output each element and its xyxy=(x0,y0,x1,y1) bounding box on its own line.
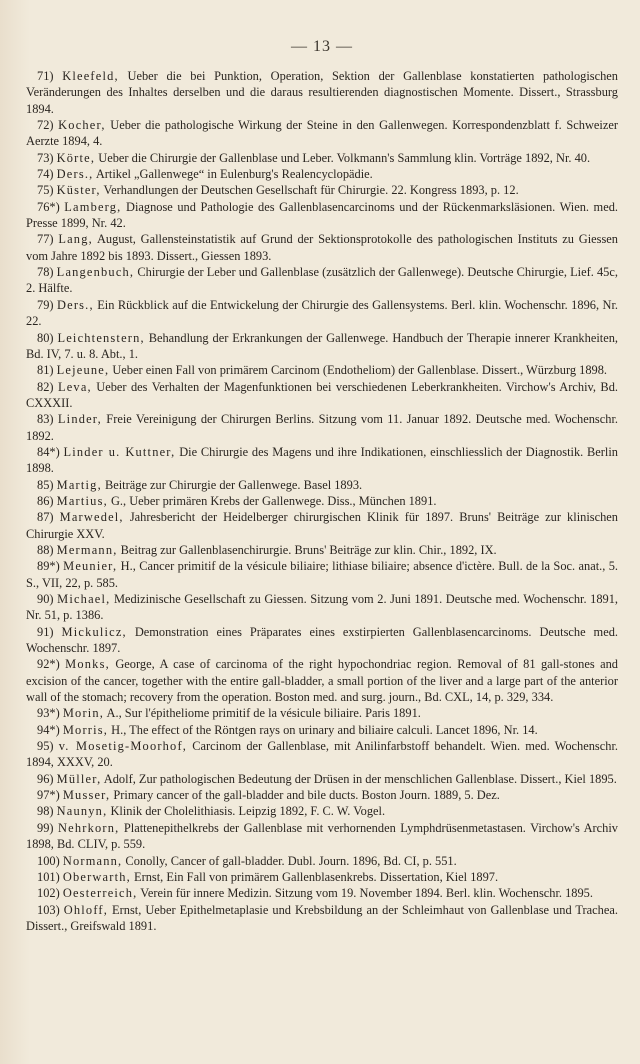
reference-entry xyxy=(26,738,618,771)
reference-number: 80) xyxy=(37,330,54,345)
reference-text: Verhandlungen der Deutschen Gesellschaft für Chirurgie. 22. Kongress 1893, p. 12. xyxy=(100,183,519,198)
reference-author: Leichtenstern, xyxy=(57,330,145,345)
reference-number: 85) xyxy=(37,477,54,492)
reference-entry xyxy=(26,771,618,787)
reference-number: 93*) xyxy=(37,706,60,721)
reference-author: Meunier, xyxy=(63,559,118,574)
reference-text: Demonstration eines Präparates eines exstirpierten Gallenblasencarcinoms. Deutsche med. Wochenschr. 1897. xyxy=(26,624,618,656)
reference-number: 90) xyxy=(37,592,54,606)
reference-author: Leva, xyxy=(57,379,92,394)
reference-entry xyxy=(26,297,618,330)
reference-text: Verein für innere Medizin. Sitzung vom 19. November 1894. Berl. klin. Wochenschr. 1895. xyxy=(137,886,593,901)
reference-entry xyxy=(26,853,618,869)
reference-author: Mermann, xyxy=(56,542,118,557)
reference-number: 77) xyxy=(37,232,54,247)
reference-number: 101) xyxy=(37,869,60,884)
reference-author: Martius, xyxy=(56,493,108,508)
reference-author: Langenbuch, xyxy=(56,265,135,280)
reference-entry xyxy=(26,542,618,558)
reference-entry xyxy=(26,591,618,624)
reference-entry xyxy=(26,902,618,935)
reference-author: Morin, xyxy=(62,706,105,721)
reference-number: 83) xyxy=(37,412,54,427)
reference-number: 88) xyxy=(37,542,54,557)
reference-text: Die Chirurgie des Magens und ihre Indikationen, einschliesslich der Diagnostik. Berlin 1898. xyxy=(26,444,618,476)
reference-text: Ein Rückblick auf die Entwickelung der Chirurgie des Gallensystems. Berl. klin. Wochenschr. 1896, Nr. 22. xyxy=(26,297,618,329)
reference-text: Chirurgie der Leber und Gallenblase (zusätzlich der Gallenwege). Deutsche Chirurgie, Lief. 45c, 2. Hälfte. xyxy=(26,265,618,296)
reference-text: Ueber des Verhalten der Magenfunktionen bei verschiedenen Leberkrankheiten. Virchow's Archiv, Bd. CXXXII. xyxy=(26,379,618,410)
reference-list xyxy=(26,68,618,934)
reference-author: Ohloff, xyxy=(63,902,109,917)
reference-author: Naunyn, xyxy=(56,804,108,819)
reference-number: 72) xyxy=(37,118,54,133)
reference-text: Adolf, Zur pathologischen Bedeutung der Drüsen in der menschlichen Gallenblase. Dissert., Kiel 1895. xyxy=(101,771,617,786)
reference-entry xyxy=(26,705,618,721)
reference-entry xyxy=(26,787,618,803)
reference-text: Freie Vereinigung der Chirurgen Berlins. Sitzung vom 11. Januar 1892. Deutsche med. Wochenschr. 1892. xyxy=(26,412,618,443)
reference-text: Klinik der Cholelithiasis. Leipzig 1892, F. C. W. Vogel. xyxy=(107,804,386,819)
reference-author: Lejeune, xyxy=(56,363,110,378)
reference-entry xyxy=(26,624,618,657)
reference-number: 96) xyxy=(37,771,54,786)
reference-text: G., Ueber primären Krebs der Gallenwege. Diss., München 1891. xyxy=(107,493,437,508)
reference-number: 82) xyxy=(37,379,54,394)
reference-author: v. Mosetig-Moorhof, xyxy=(58,739,188,754)
reference-entry xyxy=(26,722,618,738)
reference-text: H., Cancer primitif de la vésicule biliaire; lithiase biliaire; absence d'ictère. Bull. de la Soc. anat., 5. S., VII, 22, p. 585. xyxy=(26,559,618,590)
reference-author: Linder u. Kuttner, xyxy=(63,444,176,459)
reference-author: Normann, xyxy=(62,853,123,868)
reference-author: Küster, xyxy=(56,183,101,198)
reference-number: 73) xyxy=(37,150,54,165)
reference-entry xyxy=(26,411,618,444)
reference-text: Jahresbericht der Heidelberger chirurgischen Klinik für 1897. Bruns' Beiträge zur klinischen Chirurgie XXV. xyxy=(26,510,618,541)
reference-number: 75) xyxy=(37,183,54,198)
reference-text: George, A case of carcinoma of the right hypochondriac region. Removal of 81 gall-stones and excision of the cancer, together with the entire gall-bladder, a small portion of the liver and a large part of the anterior wall of the stomach; recovery from the operation. Boston med. and surg. journ., Bd. CXL, 14, p. 329, 334. xyxy=(26,657,618,705)
reference-entry xyxy=(26,150,618,166)
reference-number: 98) xyxy=(37,804,54,819)
reference-entry xyxy=(26,869,618,885)
reference-text: Ueber die pathologische Wirkung der Steine in den Gallenwegen. Korrespondenzblatt f. Schweizer Aerzte 1894, 4. xyxy=(26,118,618,149)
reference-author: Linder, xyxy=(57,412,102,427)
reference-text: Ernst, Ueber Epithelmetaplasie und Krebsbildung an der Schleimhaut von Gallenblase und Trachea. Dissert., Greifswald 1891. xyxy=(26,902,618,933)
reference-text: Ueber einen Fall von primärem Carcinom (Endotheliom) der Gallenblase. Dissert., Würzburg 1898. xyxy=(109,363,608,378)
reference-entry xyxy=(26,493,618,509)
reference-author: Körte, xyxy=(56,150,96,165)
reference-entry xyxy=(26,379,618,412)
reference-text: Carcinom der Gallenblase, mit Anilinfarbstoff behandelt. Wien. med. Wochenschr. 1894, XXXV, 20. xyxy=(26,739,618,770)
reference-entry xyxy=(26,820,618,853)
reference-entry xyxy=(26,117,618,150)
reference-number: 71) xyxy=(37,69,54,83)
page-number: — 13 — xyxy=(291,38,353,55)
reference-number: 87) xyxy=(37,510,54,525)
reference-number: 99) xyxy=(37,820,54,835)
reference-text: H., The effect of the Röntgen rays on urinary and biliaire calculi. Lancet 1896, Nr. 14. xyxy=(108,722,538,737)
reference-number: 102) xyxy=(37,886,60,901)
reference-entry xyxy=(26,231,618,264)
reference-author: Oesterreich, xyxy=(62,886,138,901)
reference-author: Marwedel, xyxy=(59,510,124,525)
reference-author: Kleefeld, xyxy=(62,69,119,83)
reference-number: 76*) xyxy=(37,199,60,214)
reference-number: 79) xyxy=(37,297,54,312)
reference-number: 103) xyxy=(37,902,60,917)
reference-entry xyxy=(26,885,618,901)
reference-entry xyxy=(26,362,618,378)
reference-number: 92*) xyxy=(37,657,60,672)
reference-text: Beiträge zur Chirurgie der Gallenwege. Basel 1893. xyxy=(101,477,363,492)
reference-entry xyxy=(26,477,618,493)
reference-author: Ders., xyxy=(56,167,94,182)
reference-author: Mickulicz, xyxy=(61,624,127,639)
reference-entry xyxy=(26,656,618,705)
reference-text: Behandlung der Erkrankungen der Gallenwege. Handbuch der Therapie innerer Krankheiten, Bd. IV, 7. u. 8. Abt., 1. xyxy=(26,330,618,361)
reference-entry xyxy=(26,509,618,542)
reference-text: Primary cancer of the gall-bladder and bile ducts. Boston Journ. 1889, 5. Dez. xyxy=(110,788,500,803)
reference-entry xyxy=(26,199,618,232)
reference-text: Ueber die bei Punktion, Operation, Sektion der Gallenblase konstatierten pathologischen Veränderungen des Inhaltes derselben und die daraus resultierenden diagnostischen Momente. Dissert., Strassburg 1894. xyxy=(26,69,618,116)
reference-author: Morris, xyxy=(62,722,109,737)
reference-author: Martig, xyxy=(56,477,102,492)
reference-number: 81) xyxy=(37,363,54,378)
reference-entry xyxy=(26,166,618,182)
reference-author: Müller, xyxy=(56,771,102,786)
reference-number: 86) xyxy=(37,493,54,508)
reference-entry xyxy=(26,182,618,198)
reference-entry xyxy=(26,558,618,591)
reference-entry xyxy=(26,444,618,477)
reference-text: August, Gallensteinstatistik auf Grund der Sektionsprotokolle des pathologischen Instituts zu Giessen vom Jahre 1892 bis 1893. Dissert., Giessen 1893. xyxy=(26,232,618,263)
reference-author: Oberwarth, xyxy=(62,869,131,884)
reference-text: Conolly, Cancer of gall-bladder. Dubl. Journ. 1896, Bd. CI, p. 551. xyxy=(122,853,457,868)
reference-author: Lang, xyxy=(58,232,93,247)
reference-text: Medizinische Gesellschaft zu Giessen. Sitzung vom 2. Juni 1891. Deutsche med. Wochenschr. 1891, Nr. 51, p. 1386. xyxy=(26,592,618,623)
reference-entry xyxy=(26,68,618,117)
reference-entry xyxy=(26,803,618,819)
reference-text: Ueber die Chirurgie der Gallenblase und Leber. Volkmann's Sammlung klin. Vorträge 1892, Nr. 40. xyxy=(95,150,591,165)
reference-text: Diagnose und Pathologie des Gallenblasencarcinoms und der Rückenmarksläsionen. Wien. med. Presse 1899, Nr. 42. xyxy=(26,199,618,231)
reference-author: Ders., xyxy=(56,297,94,312)
reference-number: 91) xyxy=(37,624,54,639)
reference-number: 89*) xyxy=(37,559,60,574)
reference-number: 95) xyxy=(37,739,54,754)
reference-author: Michael, xyxy=(57,592,111,606)
reference-entry xyxy=(26,330,618,363)
reference-text: A., Sur l'épitheliome primitif de la vésicule biliaire. Paris 1891. xyxy=(104,706,421,721)
reference-number: 100) xyxy=(37,853,60,868)
reference-author: Kocher, xyxy=(58,118,106,133)
reference-entry xyxy=(26,264,618,297)
reference-author: Lamberg, xyxy=(64,199,122,214)
reference-author: Monks, xyxy=(65,657,110,672)
reference-author: Musser, xyxy=(62,788,111,803)
reference-text: Beitrag zur Gallenblasenchirurgie. Bruns' Beiträge zur klin. Chir., 1892, IX. xyxy=(117,542,497,557)
reference-text: Ernst, Ein Fall von primärem Gallenblasenkrebs. Dissertation, Kiel 1897. xyxy=(130,869,499,884)
reference-number: 84*) xyxy=(37,444,60,459)
reference-number: 78) xyxy=(37,265,54,280)
reference-number: 97*) xyxy=(37,788,60,803)
reference-text: Plattenepithelkrebs der Gallenblase mit verhornenden Lymphdrüsenmetastasen. Virchow's Archiv 1898, Bd. CLIV, p. 559. xyxy=(26,820,618,852)
reference-number: 94*) xyxy=(37,722,60,737)
reference-author: Nehrkorn, xyxy=(58,820,120,835)
reference-number: 74) xyxy=(37,167,54,182)
reference-text: Artikel „Gallenwege“ in Eulenburg's Realencyclopädie. xyxy=(93,167,373,182)
